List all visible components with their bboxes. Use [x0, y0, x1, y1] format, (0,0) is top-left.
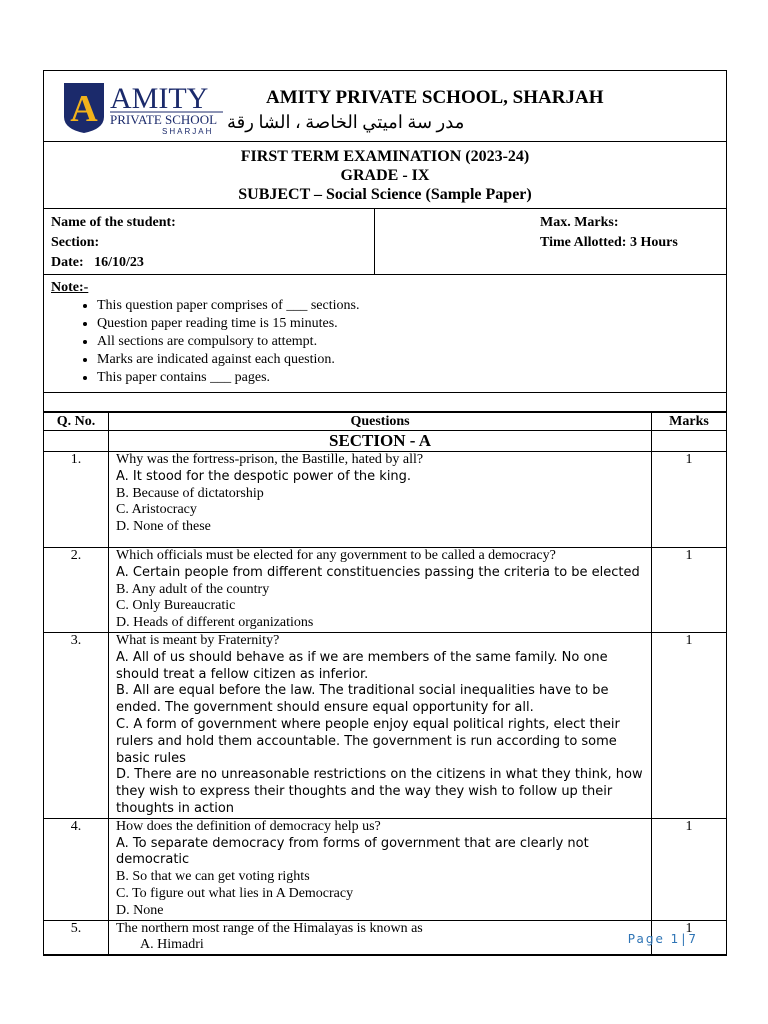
- answer-option: D. Heads of different organizations: [116, 615, 314, 631]
- answer-option: C. A form of government where people enjoy equal political rights, elect their rulers and hold them accountable. The government is run according to some basic rules: [116, 716, 620, 766]
- page-total: 7: [688, 932, 696, 946]
- amity-logo: [62, 79, 227, 135]
- question-text: What is meant by Fraternity?: [116, 632, 280, 648]
- note-title: Note:-: [51, 280, 89, 295]
- question-marks: 1: [652, 548, 727, 633]
- question-cell: [109, 452, 652, 548]
- question-text: Why was the fortress-prison, the Bastille, hated by all?: [116, 452, 424, 467]
- school-name-arabic: مدر سة اميتي الخاصة ، الشا رقة: [227, 112, 465, 132]
- exam-title: FIRST TERM EXAMINATION (2023-24): [240, 148, 530, 165]
- answer-option: A. Certain people from different constituencies passing the criteria to be elected: [116, 564, 640, 580]
- date-label: Date:: [51, 255, 84, 270]
- svg-text:PRIVATE SCHOOL: PRIVATE SCHOOL: [110, 112, 218, 127]
- note-item: • This paper contains ___ pages.: [97, 369, 726, 387]
- answer-option: C. To figure out what lies in A Democracy: [116, 885, 354, 901]
- header-marks: Marks: [652, 413, 727, 431]
- question-row: [44, 548, 726, 633]
- answer-option: A. Himadri: [140, 937, 204, 953]
- page-footer: [628, 932, 696, 946]
- question-cell: [109, 632, 652, 818]
- question-number: 4.: [44, 818, 109, 920]
- section-empty-cell: [44, 431, 109, 452]
- svg-text:A: A: [70, 88, 98, 130]
- page-separator: |: [681, 932, 686, 946]
- answer-option: D. None: [116, 902, 164, 918]
- blank-row: [44, 393, 726, 412]
- section-label: Section:: [51, 235, 100, 250]
- answer-option: D. There are no unreasonable restrictions on the citizens in what they think, how they wish to express their thoughts and the way they wish to follow up their thoughts in action: [116, 767, 643, 816]
- answer-option: B. Any adult of the country: [116, 581, 270, 597]
- question-marks: 1: [652, 452, 727, 548]
- note-list: [51, 297, 726, 387]
- svg-text:AMITY: AMITY: [110, 82, 209, 115]
- question-number: 2.: [44, 548, 109, 633]
- question-marks: 1: [652, 920, 727, 955]
- section-row: [44, 431, 726, 452]
- max-marks-label: Max. Marks:: [540, 215, 619, 230]
- exam-paper: [43, 70, 727, 956]
- note-item: • All sections are compulsory to attempt.: [97, 333, 726, 351]
- question-row: [44, 818, 726, 920]
- school-name: AMITY PRIVATE SCHOOL, SHARJAH: [266, 87, 604, 108]
- date-line: [51, 253, 374, 273]
- note-block: [44, 275, 726, 393]
- answer-option: A. All of us should behave as if we are members of the same family. No one should treat a fellow citizen as inferior.: [116, 649, 608, 682]
- questions-table: [44, 412, 726, 955]
- section-title: SECTION - A: [109, 431, 652, 452]
- exam-subject: SUBJECT – Social Science (Sample Paper): [238, 186, 532, 203]
- svg-text:SHARJAH: SHARJAH: [162, 127, 214, 135]
- question-text: How does the definition of democracy help us?: [116, 818, 381, 834]
- header-qno: Q. No.: [44, 413, 109, 431]
- page-number: 1: [670, 932, 679, 946]
- question-marks: 1: [652, 632, 727, 818]
- question-number: 1.: [44, 452, 109, 548]
- answer-option: A. To separate democracy from forms of government that are clearly not democratic: [116, 835, 589, 868]
- student-name-label: Name of the student:: [51, 215, 176, 230]
- page-word: Page: [627, 932, 665, 946]
- answer-option: B. Because of dictatorship: [116, 485, 264, 501]
- question-text: Which officials must be elected for any government to be called a democracy?: [116, 548, 556, 563]
- note-item: • Question paper reading time is 15 minutes.: [97, 315, 726, 333]
- answer-option: A. It stood for the despotic power of the king.: [116, 468, 412, 484]
- exam-title-block: [44, 142, 726, 209]
- answer-option: B. So that we can get voting rights: [116, 869, 310, 885]
- answer-option: C. Only Bureaucratic: [116, 598, 236, 614]
- question-cell: [109, 548, 652, 633]
- question-cell: [109, 818, 652, 920]
- question-number: 3.: [44, 632, 109, 818]
- question-row: [44, 920, 726, 955]
- student-info-left: [44, 209, 375, 274]
- student-info-right: [375, 209, 726, 274]
- note-item: • Marks are indicated against each question.: [97, 351, 726, 369]
- table-header-row: [44, 413, 726, 431]
- question-row: [44, 632, 726, 818]
- note-item: • This question paper comprises of ___ sections.: [97, 297, 726, 315]
- student-info: [44, 209, 726, 275]
- question-cell: [109, 920, 652, 955]
- question-number: 5.: [44, 920, 109, 955]
- school-header: [44, 71, 726, 142]
- question-text: The northern most range of the Himalayas is known as: [116, 920, 423, 936]
- question-marks: 1: [652, 818, 727, 920]
- header-questions: Questions: [109, 413, 652, 431]
- exam-grade: GRADE - IX: [340, 167, 430, 184]
- time-allotted: Time Allotted: 3 Hours: [540, 235, 678, 250]
- date-value: 16/10/23: [94, 255, 144, 270]
- section-empty-cell: [652, 431, 727, 452]
- answer-option: C. Aristocracy: [116, 502, 197, 518]
- answer-option: B. All are equal before the law. The traditional social inequalities have to be ended. The government should ensure equal opportunity for all.: [116, 683, 609, 716]
- answer-option: D. None of these: [116, 519, 211, 535]
- question-row: [44, 452, 726, 548]
